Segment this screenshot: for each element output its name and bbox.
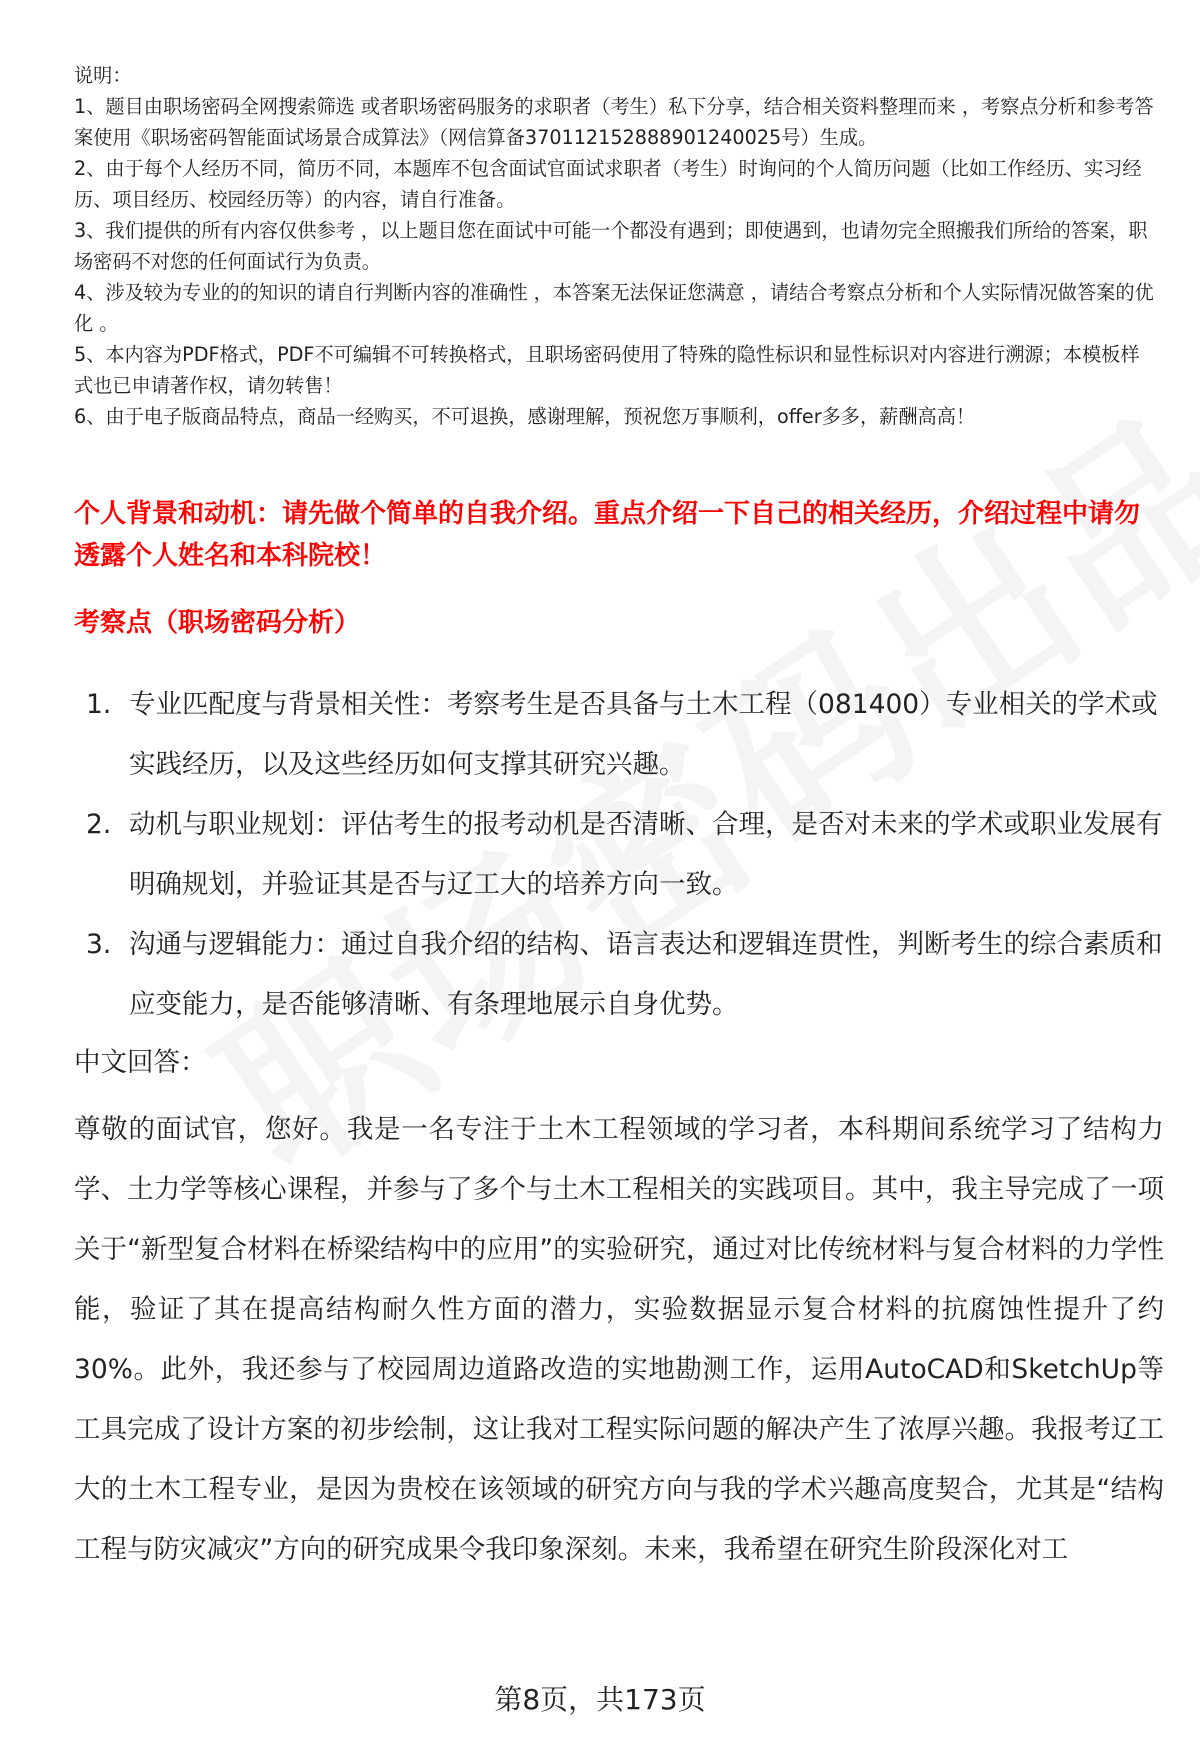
answer-body: 尊敬的面试官，您好。我是一名专注于土木工程领域的学习者，本科期间系统学习了结构力学、土力学等核心课程，并参与了多个与土木工程相关的实践项目。其中，我主导完成了一项关于“新型复合材料在桥梁结构中的应用”的实验研究，通过对比传统材料与复合材料的力学性能，验证了其在提高结构耐久性方面的潜力，实验数据显示复合材料的抗腐蚀性提升了约30%。此外，我还参与了校园周边道路改造的实地勘测工作，运用AutoCAD和SketchUp等工具完成了设计方案的初步绘制，这让我对工程实际问题的解决产生了浓厚兴趣。我报考辽工大的土木工程专业，是因为贵校在该领域的研究方向与我的学术兴趣高度契合，尤其是“结构工程与防灾减灾”方向的研究成果令我印象深刻。未来，我希望在研究生阶段深化对工 bbox=[74, 1114, 1164, 1565]
note-item: 4、涉及较为专业的的知识的请自行判断内容的准确性 ，本答案无法保证您满意 ，请结合考察点分析和个人实际情况做答案的优化 。 bbox=[74, 281, 1154, 335]
analysis-points-list bbox=[74, 675, 1164, 1035]
note-item: 3、我们提供的所有内容仅供参考 ，以上题目您在面试中可能一个都没有遇到；即使遇到，也请勿完全照搬我们所给的答案，职场密码不对您的任何面试行为负责。 bbox=[74, 219, 1148, 273]
note-item: 6、由于电子版商品特点，商品一经购买，不可退换，感谢理解，预祝您万事顺利，offer多多，薪酬高高！ bbox=[74, 405, 976, 428]
note-item: 5、本内容为PDF格式，PDF不可编辑不可转换格式，且职场密码使用了特殊的隐性标识和显性标识对内容进行溯源；本模板样式也已申请著作权，请勿转售！ bbox=[74, 343, 1140, 397]
point-number: 1. bbox=[86, 689, 112, 720]
point-text: 专业匹配度与背景相关性：考察考生是否具备与土木工程（081400）专业相关的学术或实践经历，以及这些经历如何支撑其研究兴趣。 bbox=[129, 689, 1158, 780]
point-text: 动机与职业规划：评估考生的报考动机是否清晰、合理，是否对未来的学术或职业发展有明确规划，并验证其是否与辽工大的培养方向一致。 bbox=[129, 809, 1163, 900]
point-number: 3. bbox=[86, 929, 112, 960]
notes-heading: 说明： bbox=[74, 64, 132, 87]
question-title: 个人背景和动机：请先做个简单的自我介绍。重点介绍一下自己的相关经历，介绍过程中请勿透露个人姓名和本科院校！ bbox=[74, 499, 1141, 571]
answer-label: 中文回答： bbox=[74, 1047, 207, 1078]
point-number: 2. bbox=[86, 809, 112, 840]
point-text: 沟通与逻辑能力：通过自我介绍的结构、语言表达和逻辑连贯性，判断考生的综合素质和应变能力，是否能够清晰、有条理地展示自身优势。 bbox=[129, 929, 1163, 1020]
page-number: 第8页，共173页 bbox=[494, 1683, 706, 1716]
note-item: 2、由于每个人经历不同，简历不同，本题库不包含面试官面试求职者（考生）时询问的个人简历问题（比如工作经历、实习经历、项目经历、校园经历等）的内容，请自行准备。 bbox=[74, 157, 1142, 211]
analysis-point bbox=[74, 795, 1164, 915]
analysis-title: 考察点（职场密码分析） bbox=[74, 608, 361, 638]
analysis-point bbox=[74, 675, 1164, 795]
notes-block bbox=[74, 60, 1154, 432]
analysis-point bbox=[74, 915, 1164, 1035]
note-item: 1、题目由职场密码全网搜索筛选 或者职场密码服务的求职者（考生）私下分享，结合相关资料整理而来 ，考察点分析和参考答案使用《职场密码智能面试场景合成算法》（网信算备370112152888901240025号）生成。 bbox=[74, 95, 1154, 149]
